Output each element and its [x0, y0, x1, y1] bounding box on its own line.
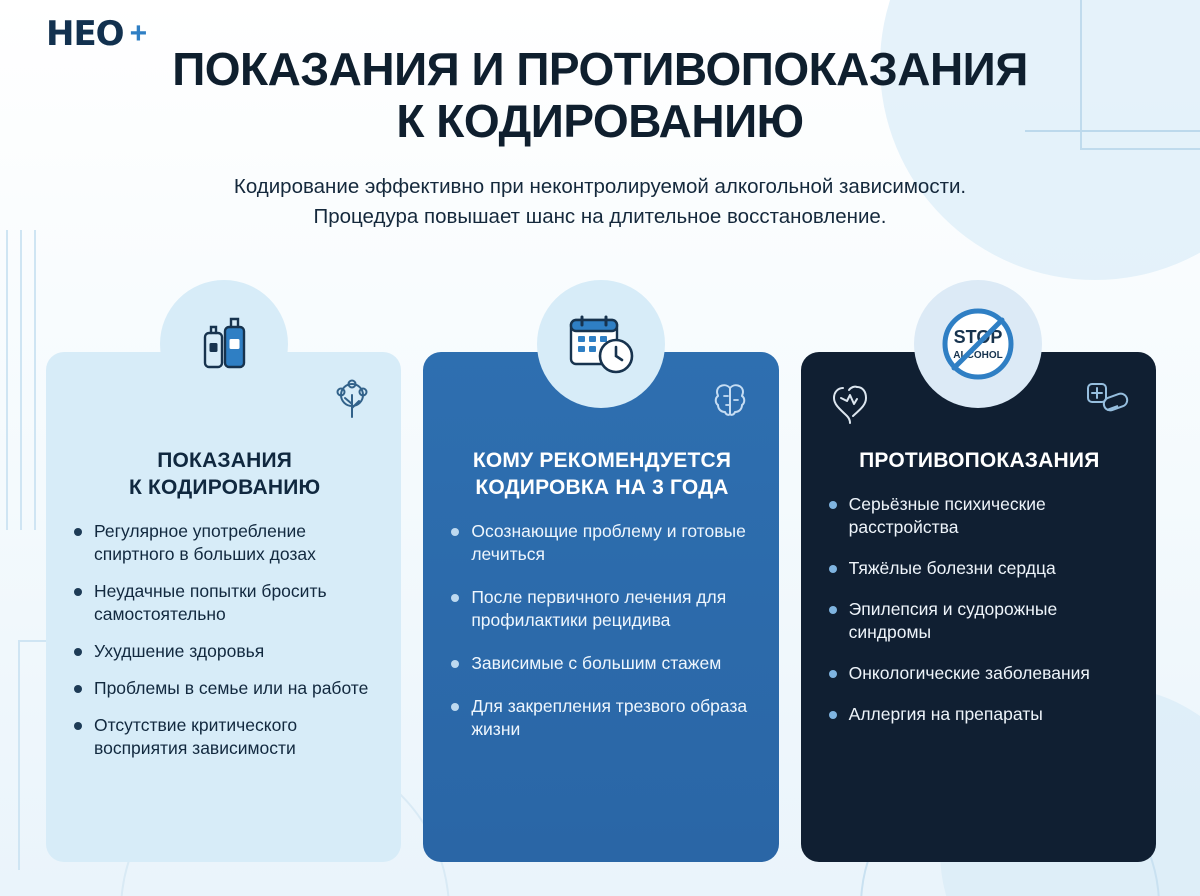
list-item: Неудачные попытки бросить самостоятельно: [72, 580, 377, 626]
page-title-line-1: ПОКАЗАНИЯ И ПРОТИВОПОКАЗАНИЯ: [172, 43, 1028, 95]
card-title-recommended: [449, 448, 754, 502]
list-item: Регулярное употребление спиртного в больших дозах: [72, 520, 377, 566]
list-item: После первичного лечения для профилактики рецидива: [449, 586, 754, 632]
list-item: Аллергия на препараты: [827, 703, 1132, 726]
list-item: Онкологические заболевания: [827, 662, 1132, 685]
pills-icon: [1084, 378, 1130, 429]
brand-plus-icon: +: [129, 17, 148, 50]
calendar-clock-icon: [537, 280, 665, 408]
list-item: Тяжёлые болезни сердца: [827, 557, 1132, 580]
card-title-line-1: КОМУ РЕКОМЕНДУЕТСЯ: [472, 449, 732, 472]
list-item: Эпилепсия и судорожные синдромы: [827, 598, 1132, 644]
card-list-recommended: [449, 520, 754, 742]
page-subtitle: [0, 172, 1200, 231]
heart-icon: [827, 378, 873, 429]
list-item: Для закрепления трезвого образа жизни: [449, 695, 754, 741]
card-title-indications: [72, 448, 377, 502]
card-title-line-1: ПОКАЗАНИЯ: [157, 449, 293, 472]
list-item: Зависимые с большим стажем: [449, 652, 754, 675]
svg-text:ALCOHOL: ALCOHOL: [953, 350, 1004, 361]
card-list-indications: [72, 520, 377, 761]
cards-row: [46, 327, 1156, 862]
page-subtitle-line-1: Кодирование эффективно при неконтролируемой алкогольной зависимости.: [233, 175, 967, 198]
list-item: Проблемы в семье или на работе: [72, 677, 377, 700]
bottles-icon: [160, 280, 288, 408]
card-recommended-3-years: [423, 352, 778, 862]
brain-icon: [707, 378, 753, 429]
list-item: Осознающие проблему и готовые лечиться: [449, 520, 754, 566]
svg-text:STOP: STOP: [953, 327, 1003, 347]
card-title-contraindications: [827, 448, 1132, 475]
list-item: Отсутствие критического восприятия зависимости: [72, 714, 377, 760]
tree-icon: [329, 378, 375, 429]
list-item: Серьёзные психические расстройства: [827, 493, 1132, 539]
page-title-line-2: К КОДИРОВАНИЮ: [396, 94, 804, 147]
list-item: Ухудшение здоровья: [72, 640, 377, 663]
card-indications: [46, 352, 401, 862]
card-title-line-1: ПРОТИВОПОКАЗАНИЯ: [859, 449, 1100, 472]
card-title-line-2: К КОДИРОВАНИЮ: [128, 475, 321, 499]
card-list-contraindications: [827, 493, 1132, 727]
card-title-line-2: КОДИРОВКА НА 3 ГОДА: [475, 475, 729, 499]
page-title: [0, 44, 1200, 147]
card-contraindications: [801, 327, 1156, 862]
stop-alcohol-icon: [914, 280, 1042, 408]
brand-name: HEO: [46, 14, 124, 54]
page-subtitle-line-2: Процедура повышает шанс на длительное восстановление.: [313, 204, 887, 228]
